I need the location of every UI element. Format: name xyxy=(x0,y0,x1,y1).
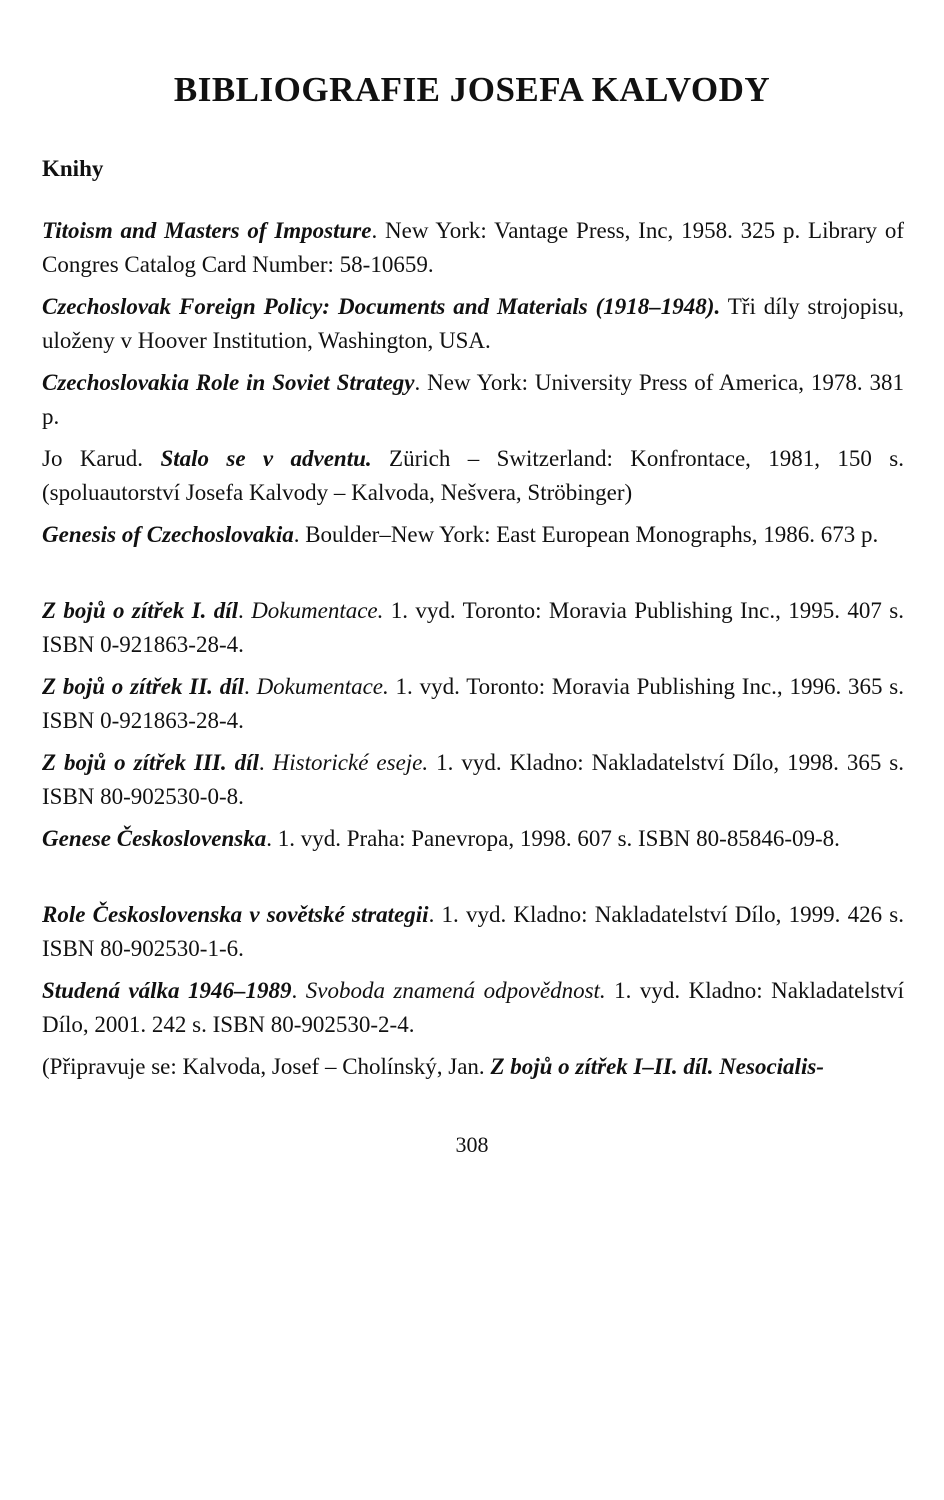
section-heading: Knihy xyxy=(42,156,104,181)
entry-details: Tři díly strojopisu, uloženy v Hoover Institution, Washington, USA. xyxy=(42,294,904,353)
entry-details: . 1. vyd. Praha: Panevropa, 1998. 607 s. ISBN 80-85846-09-8. xyxy=(266,826,840,851)
entry-prefix: (Připravuje se: Kalvoda, Josef – Cholínský, Jan. xyxy=(42,1054,491,1079)
entry-title: Czechoslovak Foreign Policy: Documents and Materials (1918–1948). xyxy=(42,294,721,319)
entry-title: Z bojů o zítřek I–II. díl. Nesocialis- xyxy=(490,1054,824,1079)
bibliography-entry xyxy=(42,898,904,966)
entry-subtitle: Dokumentace. xyxy=(251,598,384,623)
entry-title: Z bojů o zítřek III. díl xyxy=(42,750,259,775)
entry-details: 1. vyd. Kladno: Nakladatelství Dílo, 1998. 365 s. ISBN 80-902530-0-8. xyxy=(42,750,904,809)
entry-title: Role Československa v sovětské strategii xyxy=(42,902,429,927)
entry-separator: . xyxy=(238,598,252,623)
bibliography-entry xyxy=(42,822,904,890)
bibliography-list xyxy=(42,214,904,1092)
entry-details: . New York: University Press of America, 1978. 381 p. xyxy=(42,370,904,429)
entry-separator: . xyxy=(291,978,306,1003)
bibliography-entry xyxy=(42,214,904,282)
page-title: BIBLIOGRAFIE JOSEFA KALVODY xyxy=(173,70,771,109)
entry-separator: . xyxy=(244,674,257,699)
entry-details: 1. vyd. Toronto: Moravia Publishing Inc., 1995. 407 s. ISBN 0-921863-28-4. xyxy=(42,598,904,657)
bibliography-entry xyxy=(42,746,904,814)
entry-title: Czechoslovakia Role in Soviet Strategy xyxy=(42,370,415,395)
entry-title: Genesis of Czechoslovakia xyxy=(42,522,294,547)
bibliography-entry xyxy=(42,518,904,586)
bibliography-entry xyxy=(42,1050,904,1084)
entry-title: Z bojů o zítřek I. díl xyxy=(42,598,239,623)
bibliography-entry xyxy=(42,974,904,1042)
entry-details: 1. vyd. Kladno: Nakladatelství Dílo, 2001. 242 s. ISBN 80-902530-2-4. xyxy=(42,978,904,1037)
page-number: 308 xyxy=(455,1132,489,1157)
entry-title: Studená válka 1946–1989 xyxy=(42,978,292,1003)
entry-title: Titoism and Masters of Imposture xyxy=(42,218,372,243)
entry-details: 1. vyd. Toronto: Moravia Publishing Inc., 1996. 365 s. ISBN 0-921863-28-4. xyxy=(42,674,904,733)
entry-subtitle: Svoboda znamená odpovědnost. xyxy=(305,978,606,1003)
bibliography-entry xyxy=(42,442,904,510)
entry-details: . 1. vyd. Kladno: Nakladatelství Dílo, 1999. 426 s. ISBN 80-902530-1-6. xyxy=(42,902,904,961)
entry-separator: . xyxy=(258,750,273,775)
bibliography-entry xyxy=(42,290,904,358)
entry-subtitle: Historické eseje. xyxy=(272,750,429,775)
entry-subtitle: Dokumentace. xyxy=(256,674,389,699)
entry-title: Genese Československa xyxy=(42,826,267,851)
bibliography-entry xyxy=(42,366,904,434)
entry-title: Stalo se v adventu. xyxy=(160,446,372,471)
entry-title: Z bojů o zítřek II. díl xyxy=(42,674,245,699)
entry-details: Zürich – Switzerland: Konfrontace, 1981, 150 s. (spoluautorství Josefa Kalvody – Kalvoda, Nešvera, Ströbinger) xyxy=(42,446,904,505)
bibliography-entry xyxy=(42,670,904,738)
bibliography-entry xyxy=(42,594,904,662)
entry-details: . Boulder–New York: East European Monographs, 1986. 673 p. xyxy=(293,522,879,547)
entry-prefix: Jo Karud. xyxy=(42,446,161,471)
entry-details: . New York: Vantage Press, Inc, 1958. 325 p. Library of Congres Catalog Card Number: 58-10659. xyxy=(42,218,904,277)
